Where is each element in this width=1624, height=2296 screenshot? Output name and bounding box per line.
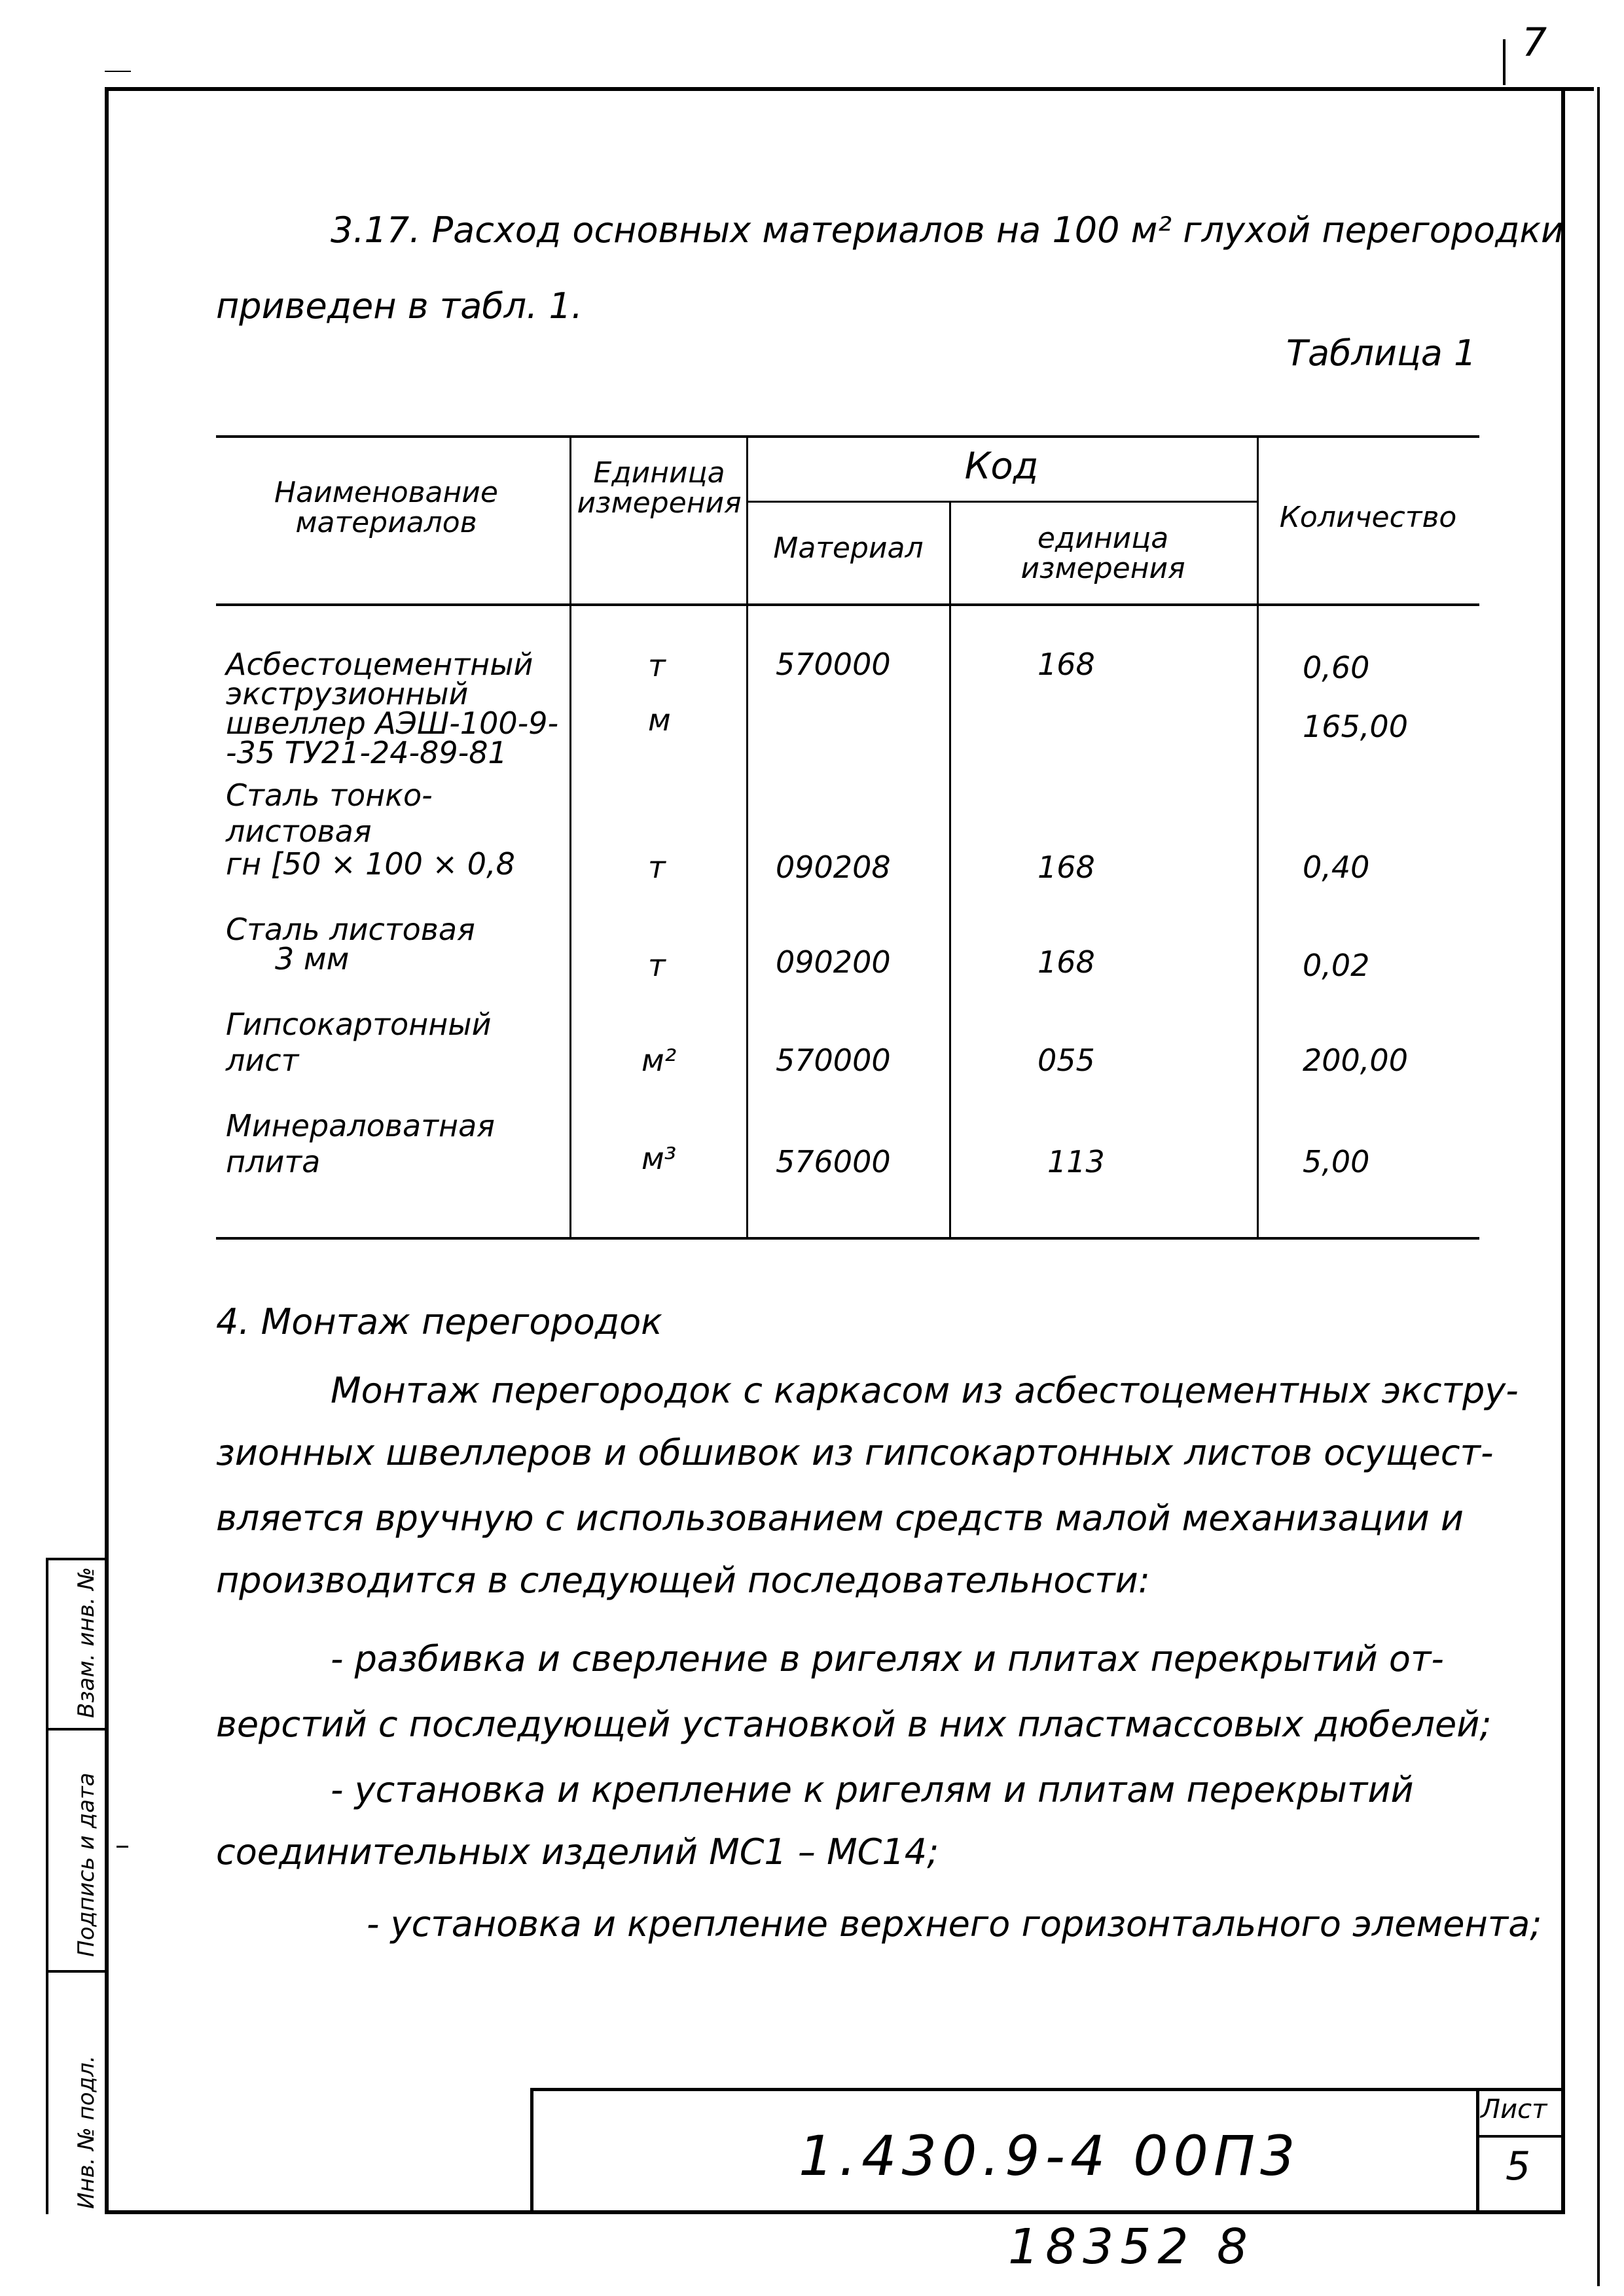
section-4-p3: вляется вручную с использованием средств малой механизации и (216, 1498, 1464, 1539)
top-left-mark (105, 71, 131, 72)
table-label: Таблица 1 (1286, 332, 1477, 374)
stamp-podpis-data: Подпись и дата (73, 1772, 99, 1957)
stamp-border (46, 1558, 48, 2214)
section-4-bullet3: - установка и крепление верхнего горизонтального элемента; (367, 1903, 1542, 1945)
row5-name-1: Минераловатная (226, 1108, 495, 1143)
stamp-divider-3 (46, 1970, 105, 1973)
row5-unit-code: 113 (1047, 1144, 1105, 1179)
stamp-inv-podl: Инв. № подл. (73, 2055, 99, 2209)
frame-left (105, 87, 109, 2214)
title-block-sheet-line (1476, 2135, 1565, 2138)
row4-material: 570000 (776, 1043, 891, 1078)
row2-unit: т (648, 850, 666, 885)
sheet-number: 5 (1506, 2144, 1531, 2189)
table-top-border (216, 435, 1479, 438)
section-3-17-line1: 3.17. Расход основных материалов на 100 м² глухой перегородки (331, 209, 1564, 251)
section-4-p1: Монтаж перегородок с каркасом из асбестоцементных экстру- (331, 1370, 1519, 1411)
row1-name-2: экструзионный (226, 676, 469, 711)
title-block-top (530, 2088, 1565, 2091)
row5-material: 576000 (776, 1144, 891, 1179)
footer-number: 18352 8 (1008, 2219, 1255, 2275)
header-name: Наименование материалов (274, 476, 498, 539)
row1-material: 570000 (776, 647, 891, 682)
row1-qty-1: 0,60 (1303, 650, 1370, 685)
row5-name-2: плита (226, 1144, 321, 1179)
section-4-p2: зионных швеллеров и обшивок из гипсокартонных листов осущест- (216, 1432, 1494, 1473)
section-4-bullet1b: верстий с последующей установкой в них пластмассовых дюбелей; (216, 1704, 1492, 1745)
outer-right-line (1597, 87, 1600, 2286)
table-col-divider-3 (949, 501, 951, 1238)
row2-qty: 0,40 (1303, 850, 1370, 885)
section-4-bullet2a: - установка и крепление к ригелям и плитам перекрытий (331, 1769, 1414, 1810)
section-4-p4: производится в следующей последовательности: (216, 1560, 1150, 1601)
header-quantity: Количество (1279, 501, 1457, 534)
header-kod-unit: единица измерения (1020, 522, 1185, 585)
stamp-divider-2 (46, 1728, 105, 1731)
row3-name-1: Сталь листовая (226, 912, 475, 947)
frame-right (1561, 87, 1565, 2214)
table-kod-divider (746, 501, 1257, 503)
row3-material: 090200 (776, 944, 891, 980)
frame-bottom (105, 2210, 1565, 2214)
row1-name-3: швеллер АЭШ-100-9- (226, 706, 559, 741)
table-bottom-border (216, 1237, 1479, 1240)
row1-unit-code: 168 (1038, 647, 1095, 682)
row4-name-2: лист (226, 1043, 299, 1078)
header-kod-material: Материал (773, 531, 924, 565)
row4-unit-code: 055 (1038, 1043, 1095, 1078)
title-block-left (530, 2088, 533, 2212)
row5-qty: 5,00 (1303, 1144, 1370, 1179)
row2-name-3: гн [50 × 100 × 0,8 (226, 846, 515, 882)
row3-qty: 0,02 (1303, 948, 1370, 983)
row1-unit-1: т (648, 648, 666, 683)
row3-unit-code: 168 (1038, 944, 1095, 980)
sheet-label: Лист (1481, 2094, 1547, 2125)
table-col-divider-1 (569, 435, 571, 1238)
row4-name-1: Гипсокартонный (226, 1007, 492, 1042)
row4-unit: м² (641, 1043, 677, 1078)
table-col-divider-4 (1257, 435, 1259, 1238)
table-header-border (216, 603, 1479, 606)
row1-name-4: -35 ТУ21-24-89-81 (226, 735, 507, 770)
row3-name-2: 3 мм (275, 941, 350, 977)
row1-qty-2: 165,00 (1303, 709, 1408, 744)
row4-qty: 200,00 (1303, 1043, 1408, 1078)
corner-mark: 7 (1522, 20, 1547, 65)
row5-unit: м³ (641, 1141, 677, 1176)
section-4-heading: 4. Монтаж перегородок (216, 1301, 662, 1342)
stamp-divider-1 (46, 1558, 105, 1560)
header-kod: Код (964, 445, 1039, 488)
section-4-bullet1a: - разбивка и сверление в ригелях и плитах перекрытий от- (331, 1638, 1444, 1679)
row2-unit-code: 168 (1038, 850, 1095, 885)
row3-unit: т (648, 948, 666, 983)
corner-tick (1503, 39, 1506, 85)
section-3-17-line2: приведен в табл. 1. (216, 285, 583, 327)
frame-top (105, 87, 1594, 91)
row1-unit-2: м (648, 702, 671, 738)
header-unit: Единица измерения (577, 456, 742, 520)
row1-name-1: Асбестоцементный (226, 647, 533, 682)
section-4-bullet2b: соединительных изделий МС1 – МС14; (216, 1831, 939, 1873)
row2-name-1: Сталь тонко- (226, 778, 433, 813)
doc-code: 1.430.9-4 00П3 (799, 2124, 1301, 2188)
title-block-sheet-divider (1476, 2088, 1479, 2212)
side-tick (117, 1846, 128, 1848)
row2-name-2: листовая (226, 814, 372, 849)
table-col-divider-2 (746, 435, 748, 1238)
stamp-vzam-inv: Взам. инв. № (73, 1567, 99, 1718)
row2-material: 090208 (776, 850, 891, 885)
